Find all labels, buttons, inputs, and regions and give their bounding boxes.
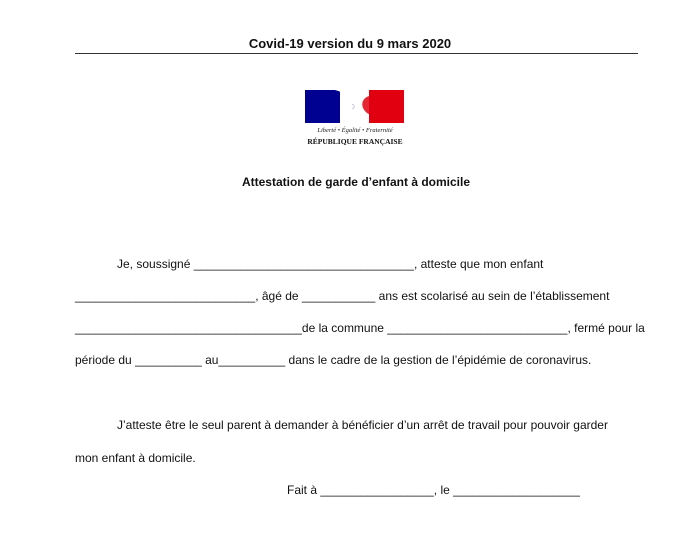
paragraph-line: Je, soussigné _________________________________, atteste que mon enfant — [117, 257, 544, 271]
header-rule — [75, 53, 638, 54]
flag-blue-band — [305, 90, 340, 123]
marianne-flag-icon — [305, 90, 404, 123]
paragraph-line: période du __________ au__________ dans le cadre de la gestion de l’épidémie de coronavirus. — [75, 353, 592, 367]
paragraph-line: ___________________________, âgé de ___________ ans est scolarisé au sein de l’établissement — [75, 289, 610, 303]
header-title: Covid-19 version du 9 mars 2020 — [248, 36, 452, 51]
paragraph-line: J’atteste être le seul parent à demander à bénéficier d’un arrêt de travail pour pouvoir garder — [117, 418, 608, 432]
signature-line: Fait à _________________, le ___________________ — [287, 483, 580, 497]
paragraph-line: mon enfant à domicile. — [75, 451, 196, 465]
logo-motto: Liberté • Égalité • Fraternité — [317, 127, 393, 134]
logo-republic-text: RÉPUBLIQUE FRANÇAISE — [307, 137, 403, 146]
paragraph-line: __________________________________de la commune ___________________________, fermé pour la — [75, 321, 645, 335]
document-title: Attestation de garde d’enfant à domicile — [241, 175, 471, 189]
flag-red-band — [369, 90, 404, 123]
republique-francaise-logo — [305, 90, 405, 154]
